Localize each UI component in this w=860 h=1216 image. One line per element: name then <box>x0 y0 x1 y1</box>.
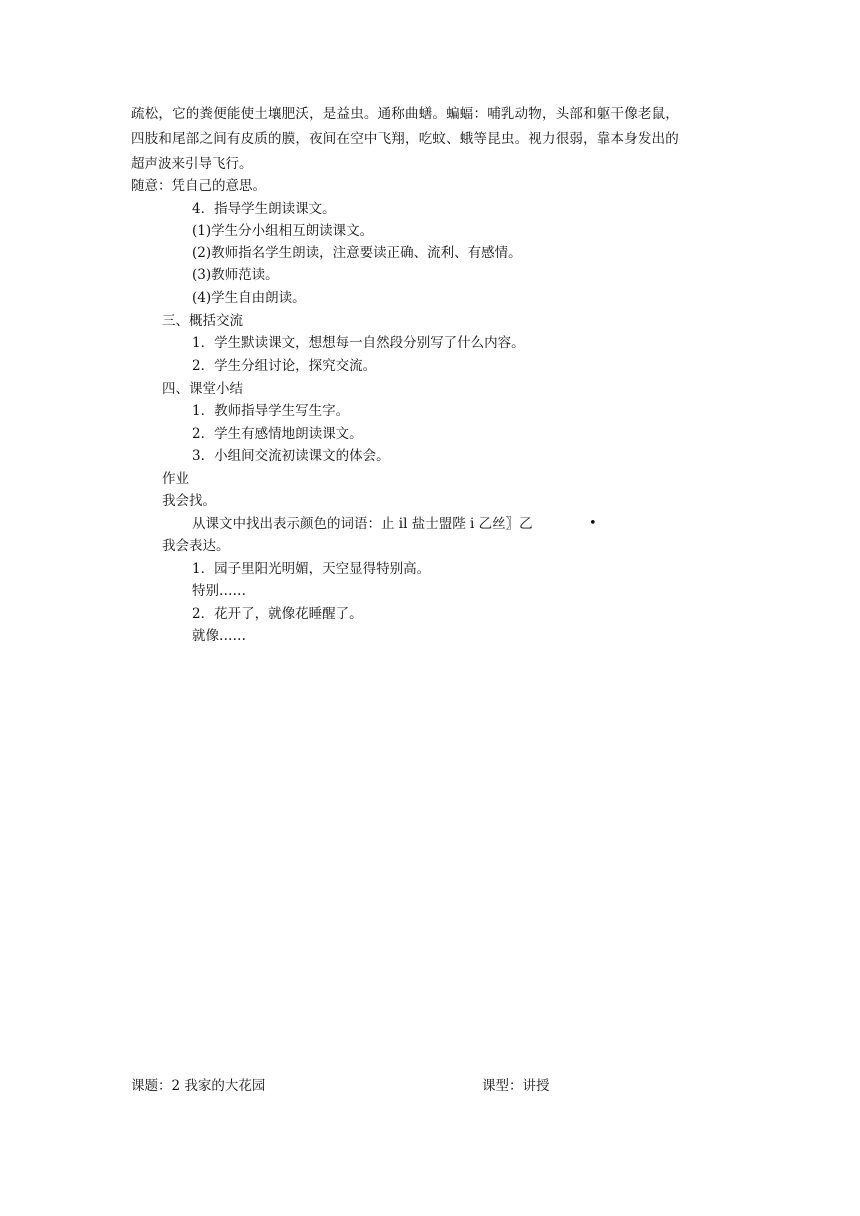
sub-step: (4)学生自由朗读。 <box>192 290 306 306</box>
text-line: 疏松，它的粪便能使土壤肥沃，是益虫。通称曲蟮。蝙蝠：哺乳动物，头部和躯干像老鼠， <box>131 106 679 122</box>
list-item: 2．学生分组讨论，探究交流。 <box>192 358 377 374</box>
step-heading: 4．指导学生朗读课文。 <box>192 201 336 217</box>
task-line: 从课文中找出表示颜色的词语：止 il 盐士盟陛 i 乙丝〗乙 <box>192 516 533 532</box>
sub-step: (1)学生分小组相互朗读课文。 <box>192 223 374 239</box>
text-line: 随意：凭自己的意思。 <box>131 178 266 194</box>
text-line: 四肢和尾部之间有皮质的膜，夜间在空中飞翔，吃蚊、蛾等昆虫。视力很弱，靠本身发出的 <box>131 131 679 147</box>
sub-step: (3)教师范读。 <box>192 267 279 283</box>
section-heading: 四、课堂小结 <box>162 381 243 397</box>
list-item: 1．教师指导学生写生字。 <box>192 403 350 419</box>
homework-heading: 作业 <box>162 471 189 487</box>
list-item: 1．学生默读课文，想想每一自然段分别写了什么内容。 <box>192 335 525 351</box>
task-heading: 我会找。 <box>162 493 216 509</box>
lesson-type: 课型：讲授 <box>482 1078 550 1094</box>
task-heading: 我会表达。 <box>162 538 230 554</box>
text-line: 超声波来引导飞行。 <box>131 156 253 172</box>
bullet-dot: • <box>589 516 597 531</box>
list-item: 2．学生有感情地朗读课文。 <box>192 426 363 442</box>
section-heading: 三、概括交流 <box>162 313 243 329</box>
prompt-line: 特别…… <box>192 583 246 599</box>
list-item: 2．花开了，就像花睡醒了。 <box>192 606 363 622</box>
lesson-title: 课题：2 我家的大花园 <box>131 1078 266 1094</box>
list-item: 3．小组间交流初读课文的体会。 <box>192 448 390 464</box>
sub-step: (2)教师指名学生朗读，注意要读正确、流利、有感情。 <box>192 245 522 261</box>
list-item: 1．园子里阳光明媚，天空显得特别高。 <box>192 561 431 577</box>
prompt-line: 就像…… <box>192 628 246 644</box>
